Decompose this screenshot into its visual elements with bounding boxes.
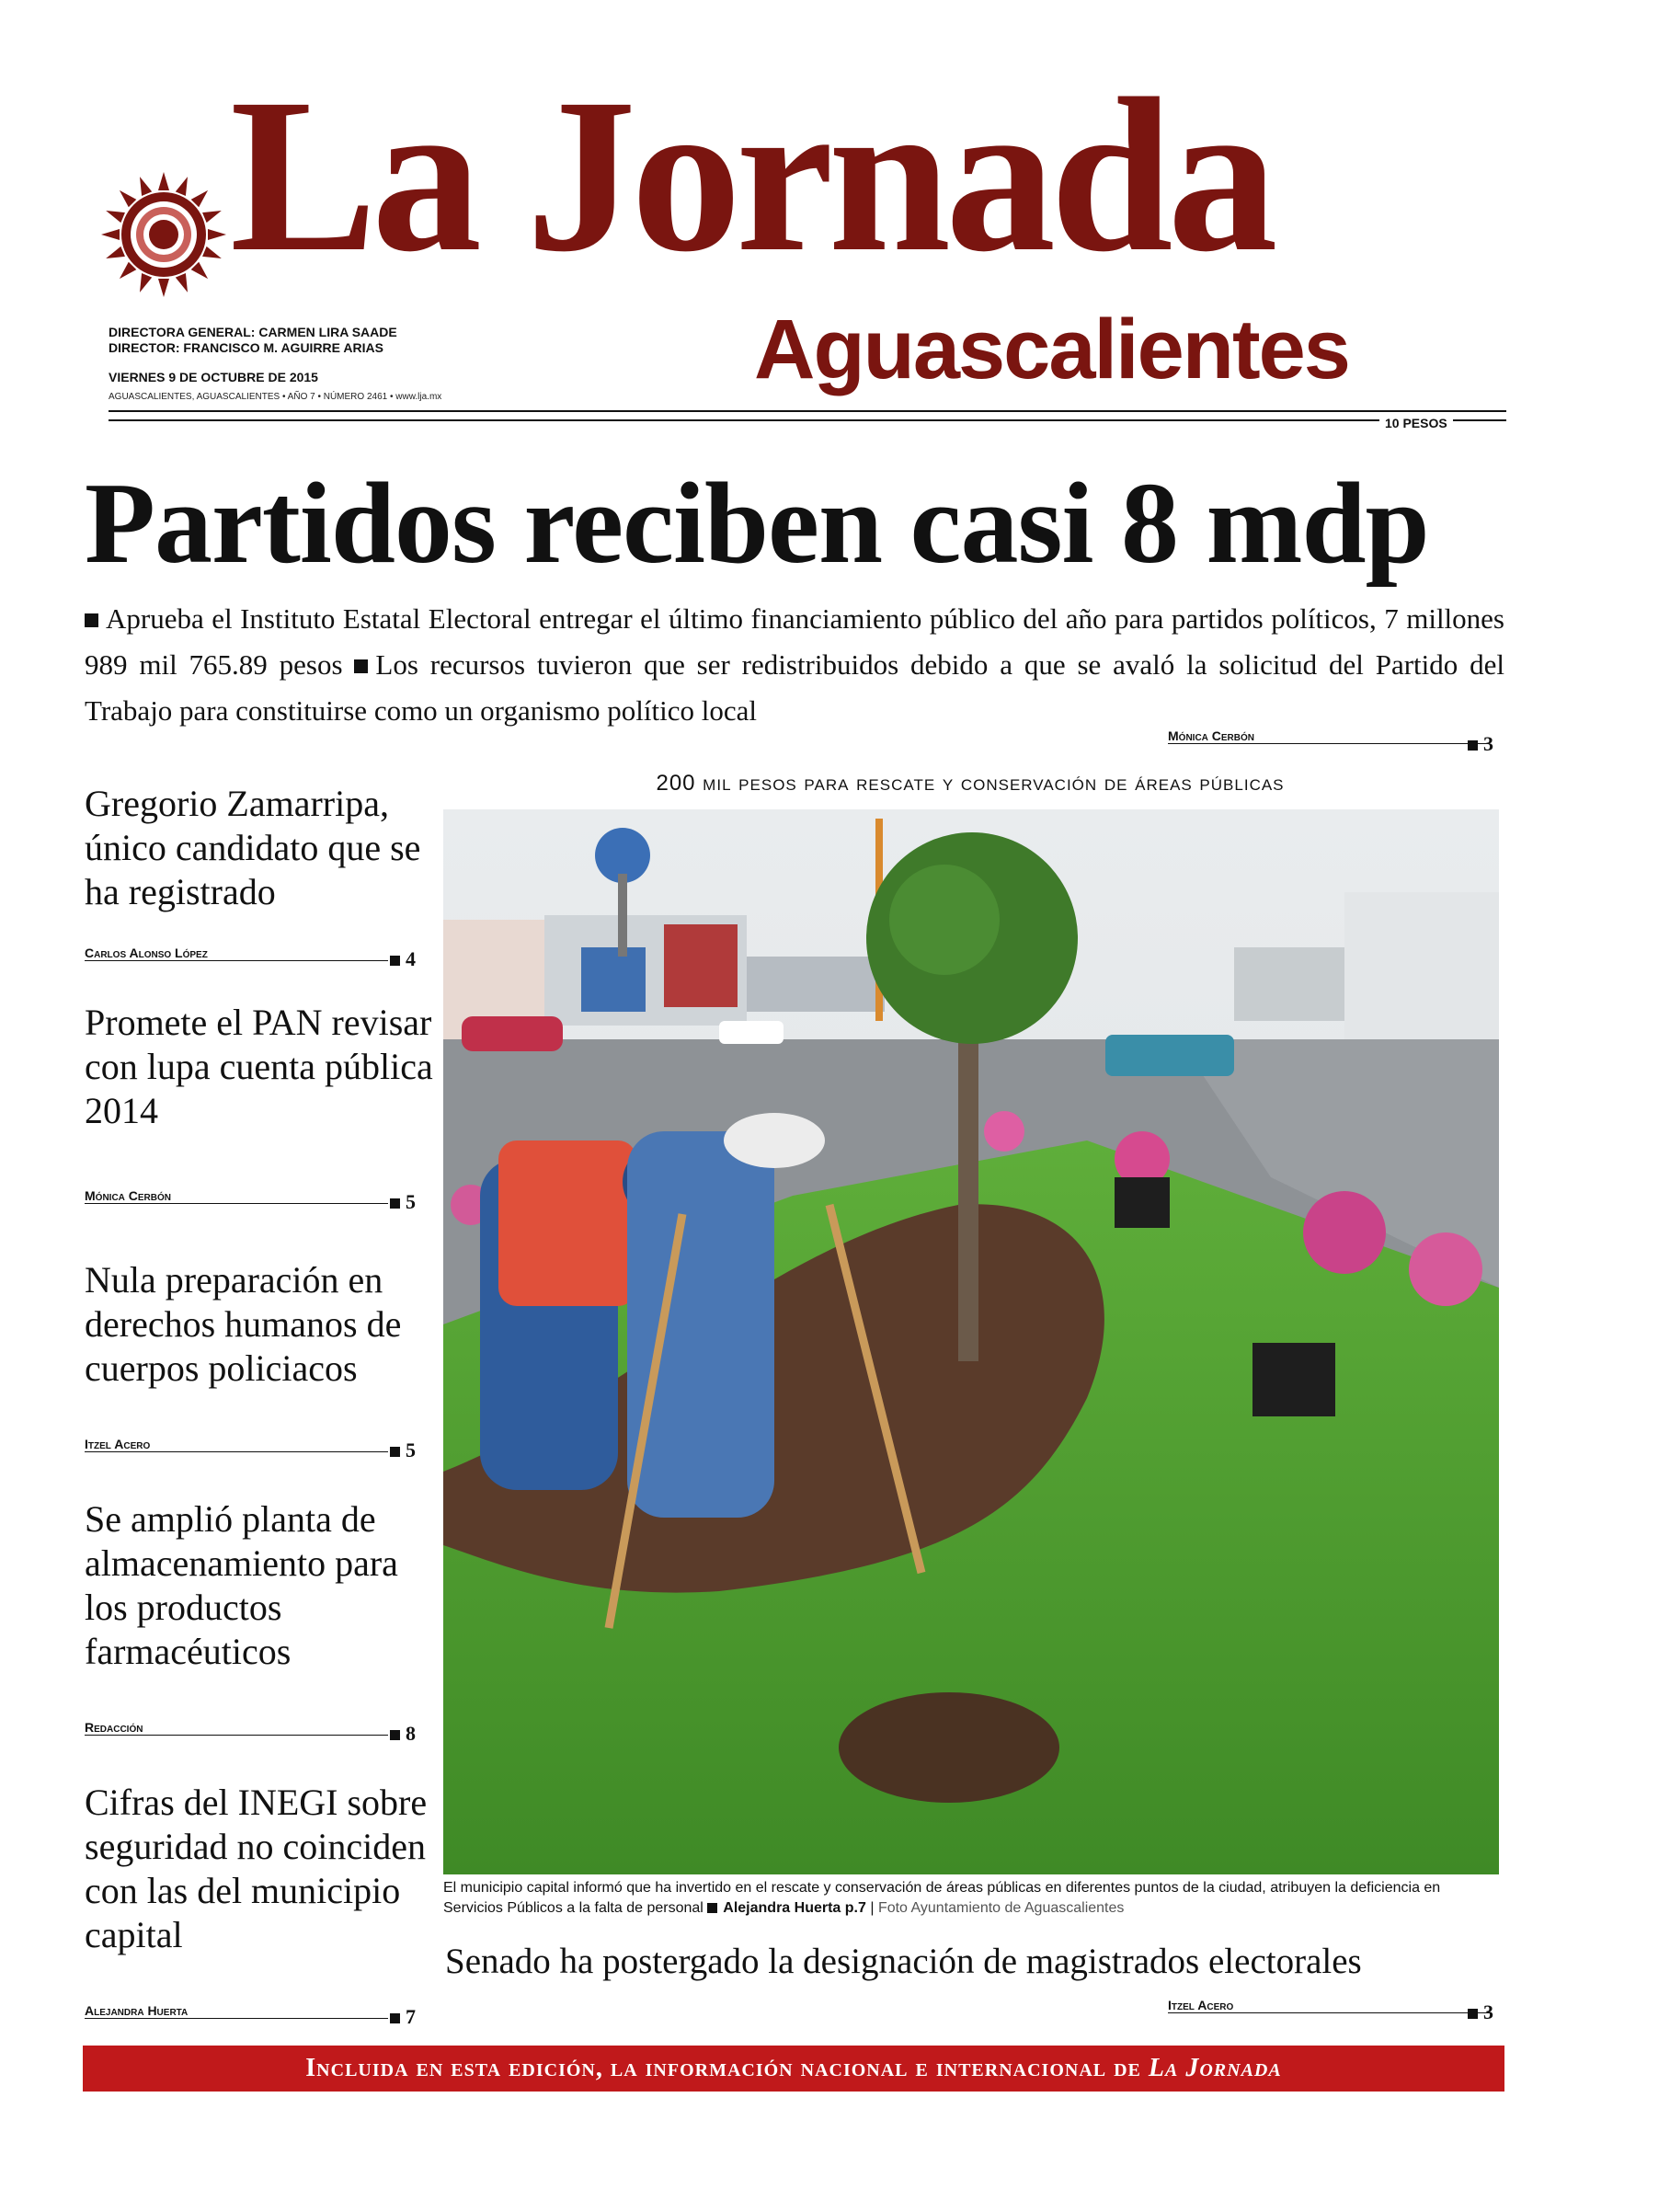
story-title[interactable]: Promete el PAN revisar con lupa cuenta pública 2014 — [85, 1002, 433, 1131]
sun-logo-icon — [99, 170, 228, 299]
story-page-number: 8 — [406, 1722, 416, 1745]
story-page[interactable] — [390, 947, 416, 971]
price-label: 10 PESOS — [1379, 416, 1453, 430]
byline-rule — [85, 1735, 388, 1736]
edition-banner[interactable] — [83, 2046, 1504, 2092]
masthead-title: La Jornada — [230, 52, 1273, 297]
story-byline: Itzel Acero — [85, 1437, 151, 1451]
story-byline: Redacción — [85, 1720, 143, 1735]
story-byline-block — [85, 2003, 388, 2019]
masthead-rule — [109, 410, 1506, 421]
edition-info: AGUASCALIENTES, AGUASCALIENTES • AÑO 7 • NÚMERO 2461 • www.lja.mx — [109, 392, 442, 402]
story-byline-block — [85, 1720, 388, 1736]
byline-rule — [1168, 743, 1490, 744]
byline-rule — [85, 1451, 388, 1452]
story-title[interactable]: Se amplió planta de almacenamiento para los productos farmacéuticos — [85, 1498, 398, 1672]
senado-page[interactable] — [1468, 2000, 1493, 2024]
lead-byline-block — [1168, 728, 1490, 744]
bullet-square-icon — [1468, 2009, 1478, 2019]
director-general: DIRECTORA GENERAL: CARMEN LIRA SAADE — [109, 325, 397, 339]
story-page-number: 5 — [406, 1438, 416, 1461]
bullet-square-icon — [390, 1198, 400, 1209]
director: DIRECTOR: FRANCISCO M. AGUIRRE ARIAS — [109, 340, 383, 355]
story-page-number: 7 — [406, 2005, 416, 2028]
story-page-number: 5 — [406, 1190, 416, 1213]
byline-rule — [85, 2018, 388, 2019]
masthead-subtitle: Aguascalientes — [754, 303, 1349, 396]
banner-brand: La Jornada — [1148, 2054, 1282, 2082]
lead-page-number: 3 — [1483, 732, 1493, 755]
story-byline: Mónica Cerbón — [85, 1188, 171, 1203]
bullet-square-icon — [390, 956, 400, 966]
lead-headline[interactable]: Partidos reciben casi 8 mdp — [85, 460, 1429, 588]
bullet-square-icon — [1468, 740, 1478, 751]
story-title[interactable]: Cifras del INEGI sobre seguridad no coinciden con las del municipio capital — [85, 1782, 428, 1955]
photo-credit[interactable]: Alejandra Huerta p.7 — [723, 1900, 866, 1916]
story-byline-block — [85, 946, 388, 961]
photo-caption-text: El municipio capital informó que ha invertido en el rescate y conservación de áreas públicas en diferentes puntos de la ciudad, atribuyen la deficiencia en Servicios Públicos a la falta de personal — [443, 1880, 1441, 1916]
banner-text: Incluida en esta edición, la información nacional e internacional de — [305, 2054, 1141, 2082]
photo-source: Foto Ayuntamiento de Aguascalientes — [877, 1900, 1125, 1916]
bullet-square-icon — [390, 1447, 400, 1457]
bullet-square-icon — [354, 659, 368, 673]
lead-byline: Mónica Cerbón — [1168, 728, 1254, 743]
senado-page-number: 3 — [1483, 2000, 1493, 2023]
lead-deck-2: Los recursos tuvieron que ser redistribuidos debido a que se avaló la solicitud del Partido del Trabajo para constituirse como un organismo político local — [85, 648, 1504, 727]
story-page[interactable] — [390, 1190, 416, 1214]
story-byline: Alejandra Huerta — [85, 2003, 189, 2018]
lead-deck-1: Aprueba el Instituto Estatal Electoral entregar el último financiamiento público del año para partidos políticos, 7 millones 989 mil 765.89 pesos — [85, 602, 1504, 681]
bullet-square-icon — [707, 1903, 717, 1913]
senado-headline[interactable]: Senado ha postergado la designación de magistrados electorales — [445, 1942, 1362, 1981]
senado-byline-block — [1168, 1998, 1490, 2013]
story-page-number: 4 — [406, 947, 416, 970]
story-page[interactable] — [390, 1722, 416, 1746]
street-workers-photo[interactable] — [443, 809, 1499, 1874]
story-title[interactable]: Nula preparación en derechos humanos de cuerpos policiacos — [85, 1259, 402, 1389]
photo-caption: El municipio capital informó que ha invertido en el rescate y conservación de áreas públicas en diferentes puntos de la ciudad, atribuyen la deficiencia en Servicios Públicos a la falta de personal Alejandra Huerta p.7 | Foto Ayuntamiento de Aguascalientes — [443, 1880, 1441, 1916]
story-title[interactable]: Gregorio Zamarripa, único candidato que se ha registrado — [85, 783, 421, 912]
story-page[interactable] — [390, 2005, 416, 2029]
photo-title: 200 mil pesos para rescate y conservación de áreas públicas — [656, 771, 1285, 796]
edition-date: VIERNES 9 DE OCTUBRE DE 2015 — [109, 370, 318, 384]
story-byline-block — [85, 1188, 388, 1204]
byline-rule — [1168, 2012, 1490, 2013]
byline-rule — [85, 1203, 388, 1204]
story-byline: Carlos Alonso López — [85, 946, 208, 960]
lead-page[interactable] — [1468, 732, 1493, 756]
story-byline-block — [85, 1437, 388, 1452]
bullet-square-icon — [85, 613, 98, 627]
senado-byline: Itzel Acero — [1168, 1998, 1234, 2012]
byline-rule — [85, 960, 388, 961]
lead-deck — [85, 596, 1504, 734]
bullet-square-icon — [390, 1730, 400, 1740]
bullet-square-icon — [390, 2013, 400, 2023]
story-page[interactable] — [390, 1438, 416, 1462]
